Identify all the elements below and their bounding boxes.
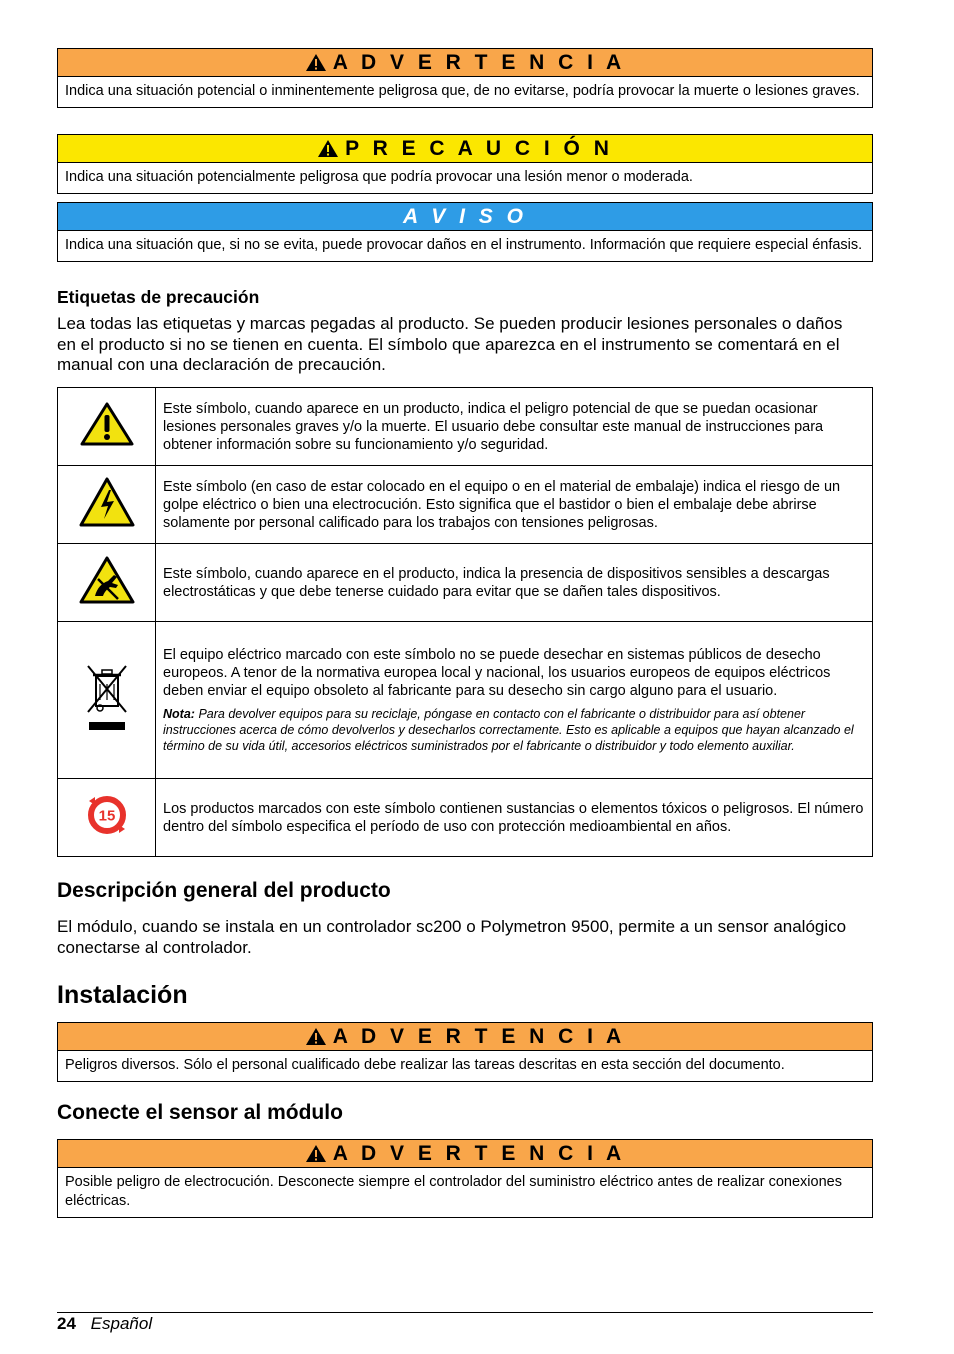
notice-header xyxy=(58,203,872,231)
warning-box xyxy=(57,1139,873,1218)
warning-triangle-icon xyxy=(305,53,327,72)
notice-text: Indica una situación que, si no se evita, puede provocar daños en el instrumento. Información que requiere especial énfasis. xyxy=(65,237,863,253)
notice-title: A V I S O xyxy=(403,204,527,228)
warning-title: A D V E R T E N C I A xyxy=(332,1024,626,1048)
esd-sensitive-icon xyxy=(78,555,136,605)
table-row xyxy=(58,779,873,857)
warning-box xyxy=(57,48,873,108)
warning-triangle-icon xyxy=(317,139,339,158)
table-row xyxy=(58,622,873,779)
warning-title: A D V E R T E N C I A xyxy=(332,1141,626,1165)
precaution-labels-intro: Lea todas las etiquetas y marcas pegadas al producto. Se pueden producir lesiones personales o daños en el producto si no se tienen en cuenta. El símbolo que aparezca en el instrumento se comentará en el manual con una declaración de precaución. xyxy=(57,314,843,374)
note xyxy=(163,706,864,754)
general-warning-icon xyxy=(79,401,135,447)
product-overview-text: El módulo, cuando se instala en un controlador sc200 o Polymetron 9500, permite a un sensor analógico conectarse al controlador. xyxy=(57,917,847,957)
footer-language: Español xyxy=(90,1314,153,1333)
product-overview-heading: Descripción general del producto xyxy=(57,879,391,902)
warning-triangle-icon xyxy=(305,1027,327,1046)
efup-15-icon xyxy=(83,791,131,839)
precaution-labels-heading: Etiquetas de precaución xyxy=(57,287,260,307)
footer-divider xyxy=(57,1312,873,1313)
connect-sensor-heading: Conecte el sensor al módulo xyxy=(57,1101,343,1124)
warning-box xyxy=(57,1022,873,1082)
symbol-description: Este símbolo (en caso de estar colocado en el equipo o en el material de embalaje) indica el riesgo de un golpe eléctrico o bien una electrocución. Esto significa que el bastidor o bien el embalaje debe abrirse solamente por personal calificado para los trabajos con tensiones peligrosas. xyxy=(156,466,873,544)
electrical-hazard-icon xyxy=(78,476,136,528)
symbol-description: Los productos marcados con este símbolo contienen sustancias o elementos tóxicos o peligrosos. El número dentro del símbolo especifica el período de uso con protección medioambiental en años. xyxy=(156,779,873,857)
warning-title: A D V E R T E N C I A xyxy=(332,50,626,74)
symbol-description: El equipo eléctrico marcado con este símbolo no se puede desechar en sistemas públicos de desecho europeos. A tenor de la normativa europea local y nacional, los usuarios europeos de equipos eléctricos deben enviar el equipo obsoleto al fabricante para su desecho sin cargo alguno para el usuario. xyxy=(163,647,831,699)
warning-header xyxy=(58,1023,872,1051)
caution-header xyxy=(58,135,872,163)
page-number: 24 xyxy=(57,1314,76,1333)
footer xyxy=(57,1314,152,1334)
warning-triangle-icon xyxy=(305,1144,327,1163)
efup-number: 15 xyxy=(98,807,115,825)
table-row xyxy=(58,388,873,466)
warning-text: Posible peligro de electrocución. Desconecte siempre el controlador del suministro eléctrico antes de realizar conexiones eléctricas. xyxy=(65,1174,842,1209)
note-label: Nota: xyxy=(163,707,195,721)
caution-title: P R E C A U C I Ó N xyxy=(345,136,613,160)
warning-header xyxy=(58,49,872,77)
caution-box xyxy=(57,134,873,194)
installation-heading: Instalación xyxy=(57,981,188,1009)
weee-bin-icon xyxy=(82,662,132,734)
warning-text: Peligros diversos. Sólo el personal cualificado debe realizar las tareas descritas en esta sección del documento. xyxy=(65,1057,785,1073)
symbol-description: Este símbolo, cuando aparece en el producto, indica la presencia de dispositivos sensibles a descargas electrostáticas y que debe tenerse cuidado para evitar que se dañen tales dispositivos. xyxy=(156,544,873,622)
table-row xyxy=(58,544,873,622)
caution-text: Indica una situación potencialmente peligrosa que podría provocar una lesión menor o moderada. xyxy=(65,169,693,185)
notice-box xyxy=(57,202,873,262)
symbols-table xyxy=(57,387,873,857)
note-text: Para devolver equipos para su reciclaje, póngase en contacto con el fabricante o distribuidor para así obtener instrucciones acerca de cómo devolverlos y desecharlos correctamente. Esto es aplicable a equipos que hayan alcanzado el término de su vida útil, accesorios eléctricos suministrados por el fabricante o distribuidor y todo elemento auxiliar. xyxy=(163,707,854,753)
symbol-description: Este símbolo, cuando aparece en un producto, indica el peligro potencial de que se puedan ocasionar lesiones personales graves y/o la muerte. El usuario debe consultar este manual de instrucciones para obtener información sobre su funcionamiento y/o seguridad. xyxy=(156,388,873,466)
warning-header xyxy=(58,1140,872,1168)
table-row xyxy=(58,466,873,544)
warning-text: Indica una situación potencial o inminentemente peligrosa que, de no evitarse, podría provocar la muerte o lesiones graves. xyxy=(65,83,860,99)
